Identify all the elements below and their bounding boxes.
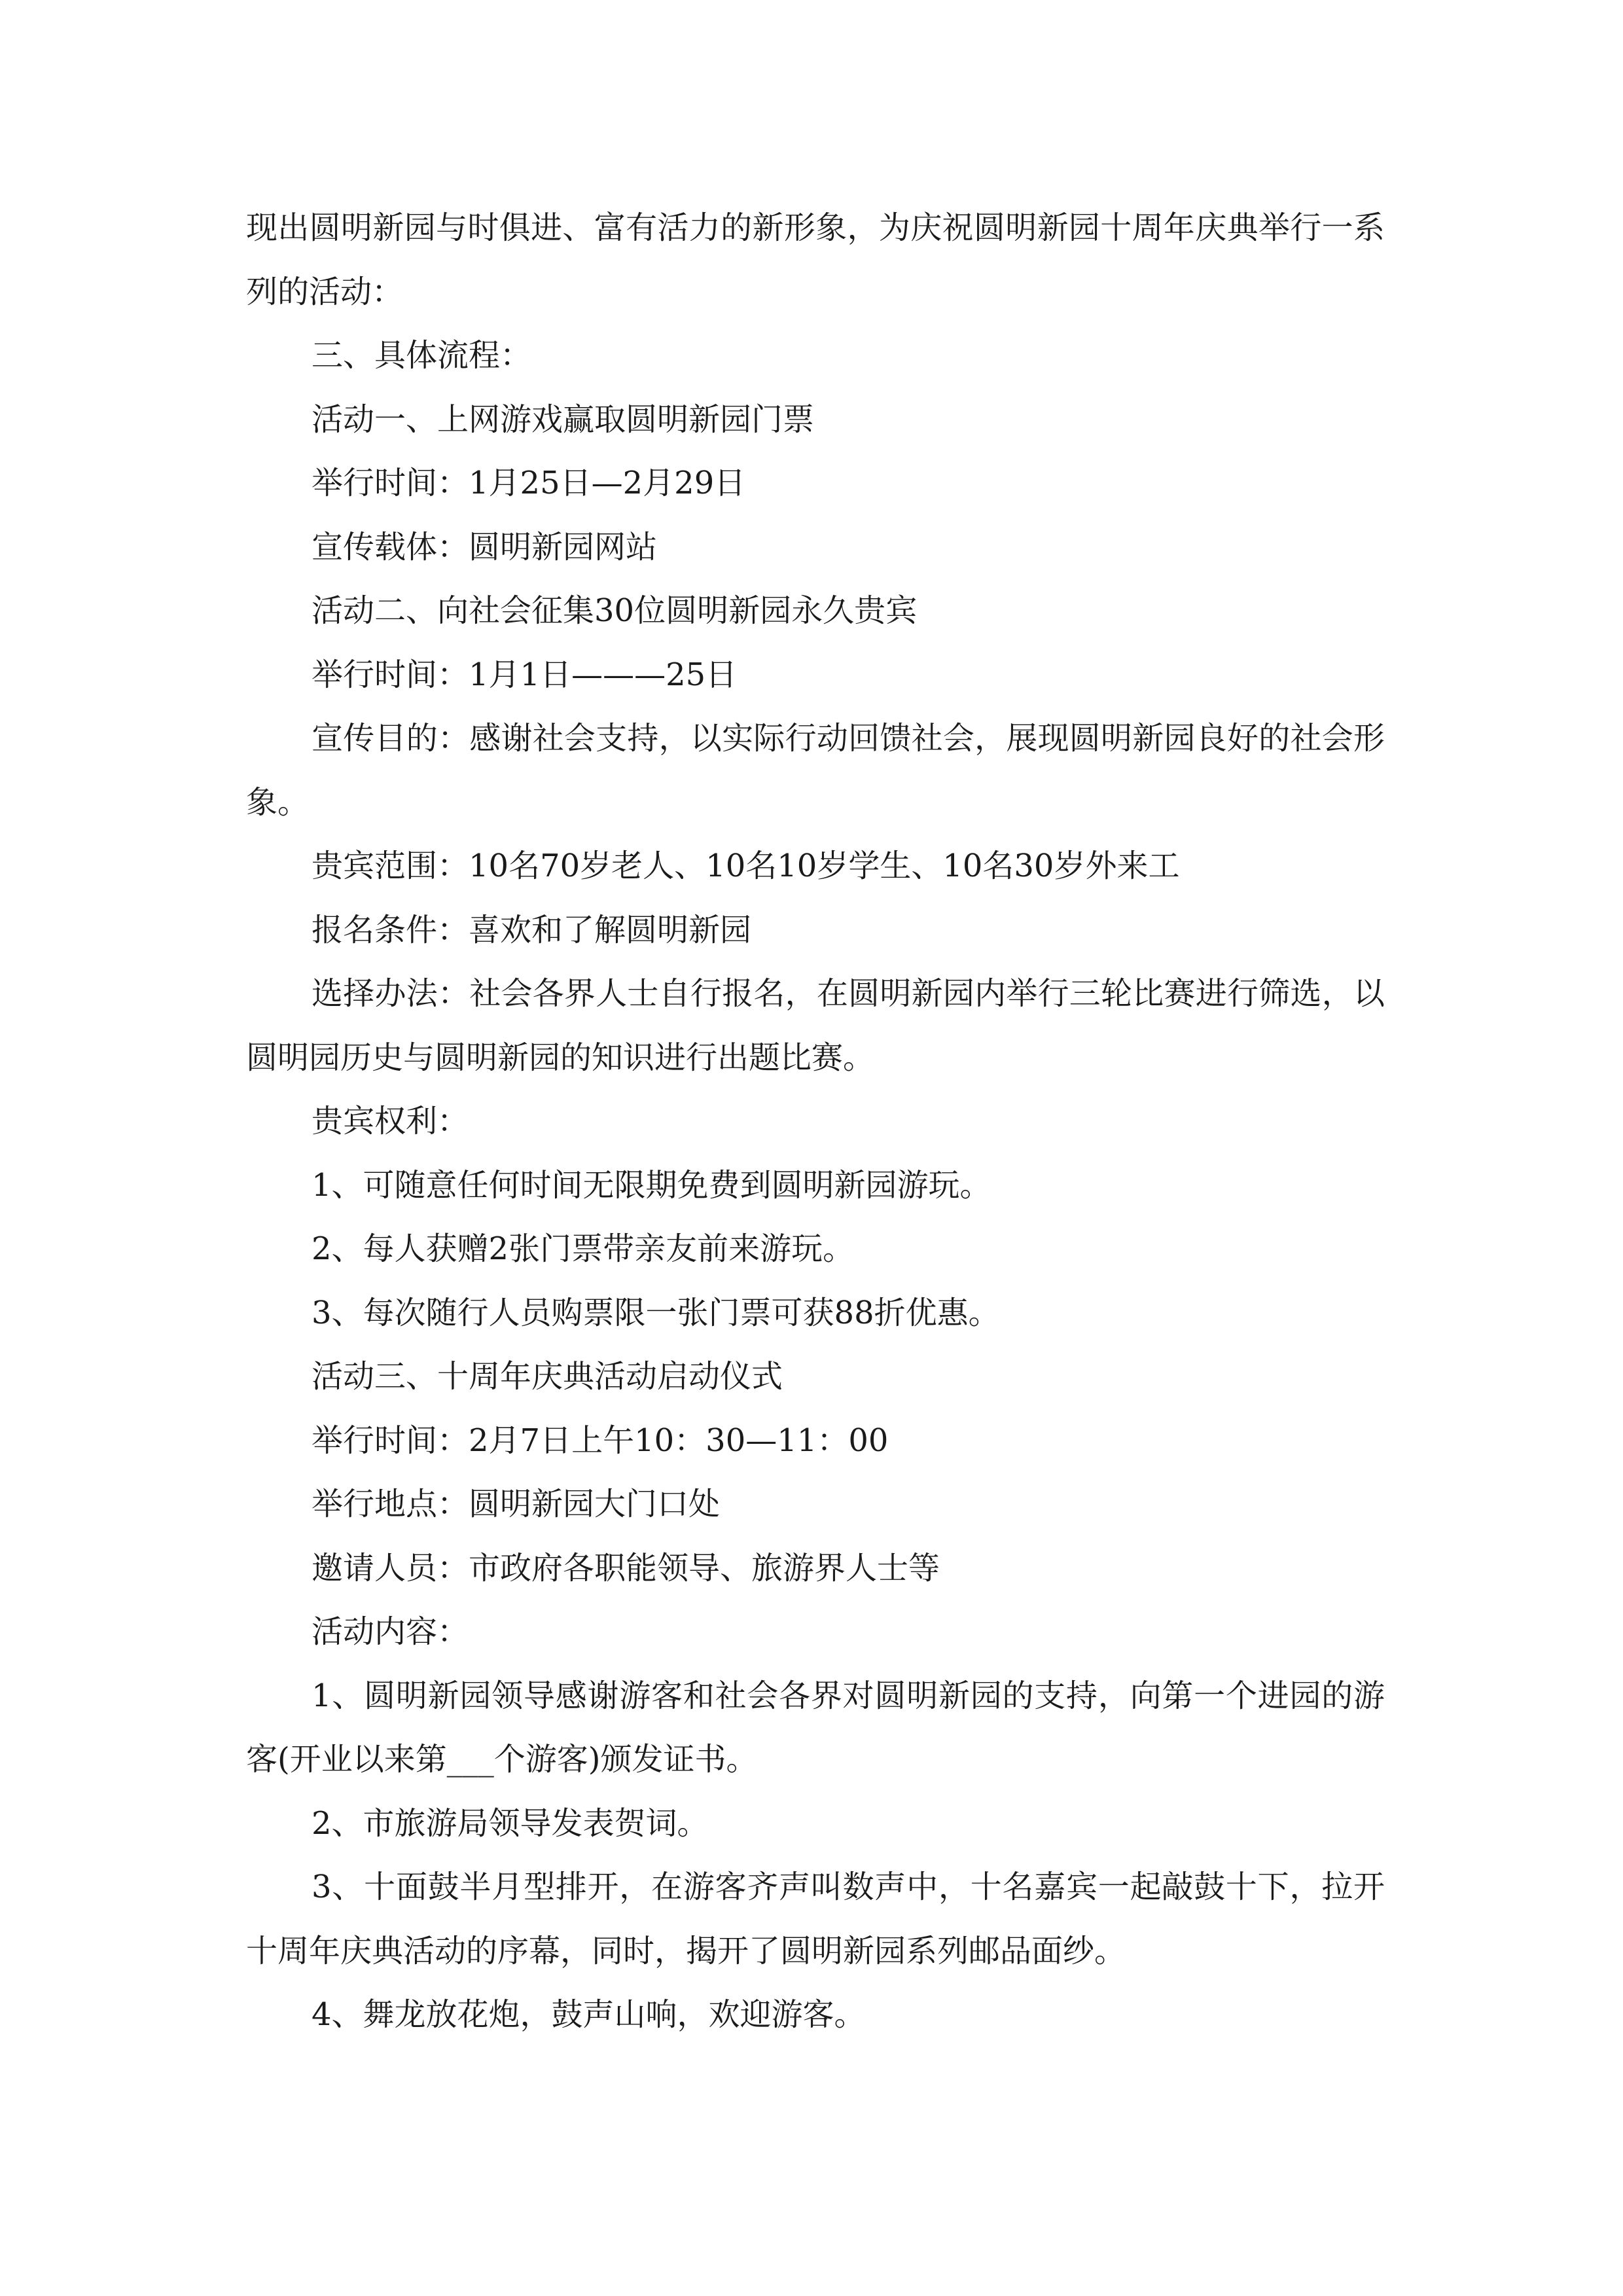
activity-content-item: 1、圆明新园领导感谢游客和社会各界对圆明新园的支持，向第一个进园的游客(开业以来第___个游客)颁发证书。	[246, 1677, 1385, 1778]
document-body	[246, 196, 1385, 2047]
activity-two-purpose: 宣传目的：感谢社会支持，以实际行动回馈社会，展现圆明新园良好的社会形象。	[246, 720, 1385, 821]
activity-one-time: 举行时间：1月25日—2月29日	[312, 465, 746, 501]
activity-three-invitees: 邀请人员：市政府各职能领导、旅游界人士等	[312, 1549, 940, 1587]
activity-content-item: 4、舞龙放花炮，鼓声山响，欢迎游客。	[312, 1996, 866, 2033]
activity-one-medium: 宣传载体：圆明新园网站	[312, 528, 658, 565]
activity-one-title: 活动一、上网游戏赢取圆明新园门票	[312, 401, 815, 438]
guest-right-item: 3、每次随行人员购票限一张门票可获88折优惠。	[312, 1294, 1000, 1331]
section-heading-process: 三、具体流程：	[312, 337, 532, 374]
guest-right-item: 2、每人获赠2张门票带亲友前来游玩。	[312, 1230, 855, 1267]
activity-content-heading: 活动内容：	[312, 1613, 469, 1650]
paragraph-intro-continuation: 现出圆明新园与时俱进、富有活力的新形象，为庆祝圆明新园十周年庆典举行一系列的活动：	[246, 209, 1385, 310]
activity-two-guest-scope: 贵宾范围：10名70岁老人、10名10岁学生、10名30岁外来工	[312, 848, 1180, 884]
activity-three-location: 举行地点：圆明新园大门口处	[312, 1486, 721, 1522]
activity-content-item: 3、十面鼓半月型排开，在游客齐声叫数声中，十名嘉宾一起敲鼓十下，拉开十周年庆典活动的序幕，同时，揭开了圆明新园系列邮品面纱。	[246, 1869, 1385, 1969]
guest-right-item: 1、可随意任何时间无限期免费到圆明新园游玩。	[312, 1166, 991, 1204]
activity-two-requirements: 报名条件：喜欢和了解圆明新园	[312, 911, 752, 948]
guest-rights-heading: 贵宾权利：	[312, 1103, 469, 1139]
activity-two-title: 活动二、向社会征集30位圆明新园永久贵宾	[312, 592, 918, 629]
activity-three-title: 活动三、十周年庆典活动启动仪式	[312, 1358, 783, 1395]
activity-content-item: 2、市旅游局领导发表贺词。	[312, 1804, 709, 1842]
activity-two-selection: 选择办法：社会各界人士自行报名，在圆明新园内举行三轮比赛进行筛选，以圆明园历史与圆明新园的知识进行出题比赛。	[246, 975, 1385, 1076]
activity-three-time: 举行时间：2月7日上午10：30—11：00	[312, 1422, 889, 1459]
activity-two-time: 举行时间：1月1日———25日	[312, 656, 738, 693]
